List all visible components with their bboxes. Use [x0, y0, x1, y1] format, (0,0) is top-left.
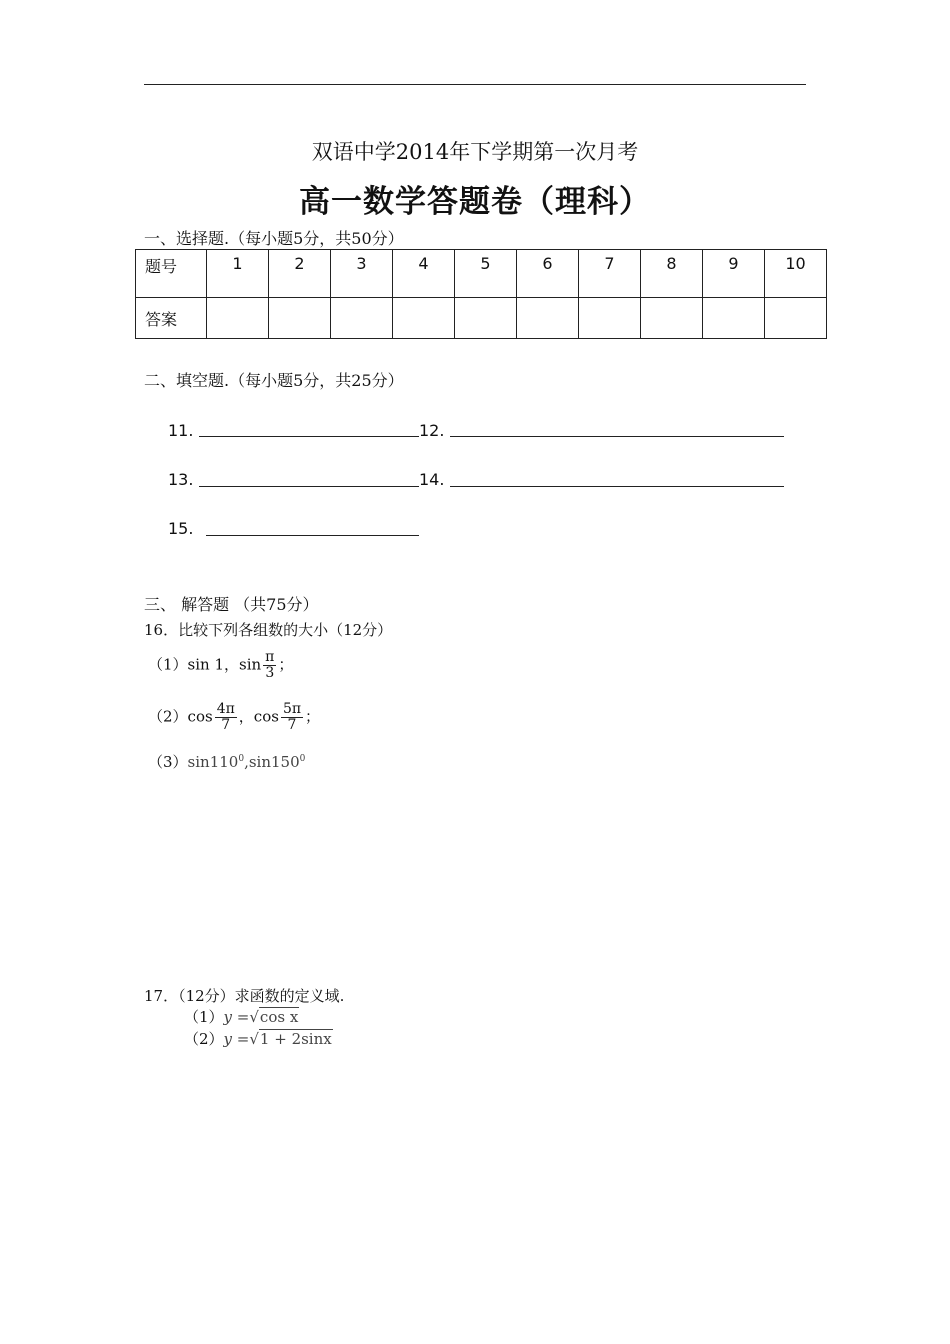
- fraction-denominator: 7: [221, 717, 231, 733]
- blank-label-12: 12.: [419, 421, 445, 440]
- question-16-title: 16．比较下列各组数的大小（12分）: [144, 621, 393, 639]
- question-17-part-2: [184, 1028, 333, 1049]
- fraction-numerator: 5π: [282, 701, 302, 717]
- question-number-cell: 4: [393, 250, 455, 298]
- answer-cell[interactable]: [703, 298, 765, 339]
- sqrt-sign: √: [249, 1008, 259, 1026]
- answer-cell[interactable]: [207, 298, 269, 339]
- q16-p2-prefix: （2）cos: [148, 707, 213, 726]
- answer-cell[interactable]: [331, 298, 393, 339]
- q17-p1-lhs: y =: [223, 1008, 250, 1026]
- question-number-cell: 7: [579, 250, 641, 298]
- page-title: 高一数学答题卷（理科）: [299, 184, 651, 220]
- blank-label-11: 11.: [168, 421, 194, 440]
- question-number-cell: 6: [517, 250, 579, 298]
- question-number-cell: 8: [641, 250, 703, 298]
- question-17-part-1: [184, 1006, 299, 1027]
- row-label-answer: 答案: [136, 298, 207, 339]
- answer-cell[interactable]: [269, 298, 331, 339]
- answer-cell[interactable]: [641, 298, 703, 339]
- question-number-cell: 3: [331, 250, 393, 298]
- question-number-cell: 5: [455, 250, 517, 298]
- blank-line-13[interactable]: [199, 486, 419, 487]
- q17-p1-prefix: （1）: [184, 1008, 224, 1026]
- q17-p2-prefix: （2）: [184, 1030, 224, 1048]
- blank-line-11[interactable]: [199, 436, 419, 437]
- fraction-denominator: 7: [287, 717, 297, 733]
- q16-p2-mid: ，cos: [238, 707, 279, 726]
- section3-heading: 三、 解答题 （共75分）: [144, 595, 319, 614]
- blank-line-14[interactable]: [450, 486, 784, 487]
- answer-cell[interactable]: [455, 298, 517, 339]
- q16-p3-prefix: （3）: [148, 753, 188, 771]
- blank-label-15: 15.: [168, 519, 194, 538]
- q16-p3-expr-b: ,sin150: [244, 753, 300, 771]
- q17-p2-lhs: y =: [223, 1030, 250, 1048]
- answer-grid-answer-row: [136, 298, 827, 339]
- question-number-cell: 9: [703, 250, 765, 298]
- blank-label-13: 13.: [168, 470, 194, 489]
- q16-p1-suffix: ；: [278, 655, 294, 674]
- section2-heading: 二、填空题.（每小题5分，共25分）: [144, 371, 404, 390]
- question-16-part-3: [148, 751, 305, 772]
- answer-cell[interactable]: [579, 298, 641, 339]
- answer-cell[interactable]: [393, 298, 455, 339]
- blank-line-12[interactable]: [450, 436, 784, 437]
- answer-cell[interactable]: [517, 298, 579, 339]
- q17-p2-radicand: 1 + 2sinx: [259, 1030, 332, 1048]
- fraction-pi-over-3: [263, 650, 276, 681]
- question-number-cell: 10: [765, 250, 827, 298]
- question-16-part-2: [148, 702, 320, 733]
- question-16-part-1: [148, 650, 293, 681]
- blank-label-14: 14.: [419, 470, 445, 489]
- fraction-denominator: 3: [265, 665, 275, 681]
- row-label-number: 题号: [136, 250, 207, 298]
- answer-cell[interactable]: [765, 298, 827, 339]
- q16-p3-expr-a: sin110: [187, 753, 239, 771]
- exam-subtitle: 双语中学2014年下学期第一次月考: [311, 140, 639, 164]
- fraction-4pi-over-7: [215, 702, 237, 733]
- sqrt-sign: √: [249, 1030, 259, 1048]
- question-number-cell: 1: [207, 250, 269, 298]
- section1-heading: 一、选择题.（每小题5分，共50分）: [144, 229, 404, 248]
- q16-p2-suffix: ；: [305, 707, 321, 726]
- fraction-5pi-over-7: [281, 702, 303, 733]
- fraction-numerator: 4π: [216, 701, 235, 717]
- question-17-title: 17．（12分）求函数的定义域.: [144, 987, 345, 1005]
- answer-grid: [135, 249, 827, 339]
- degree-mark: 0: [238, 754, 245, 764]
- fraction-numerator: π: [265, 649, 275, 665]
- blank-line-15[interactable]: [206, 535, 419, 536]
- q16-p1-prefix: （1）sin 1，sin: [148, 655, 262, 674]
- q17-p1-radicand: cos x: [259, 1008, 299, 1026]
- degree-mark: 0: [299, 754, 306, 764]
- question-number-cell: 2: [269, 250, 331, 298]
- answer-grid-number-row: [136, 250, 827, 298]
- top-rule: [144, 84, 806, 85]
